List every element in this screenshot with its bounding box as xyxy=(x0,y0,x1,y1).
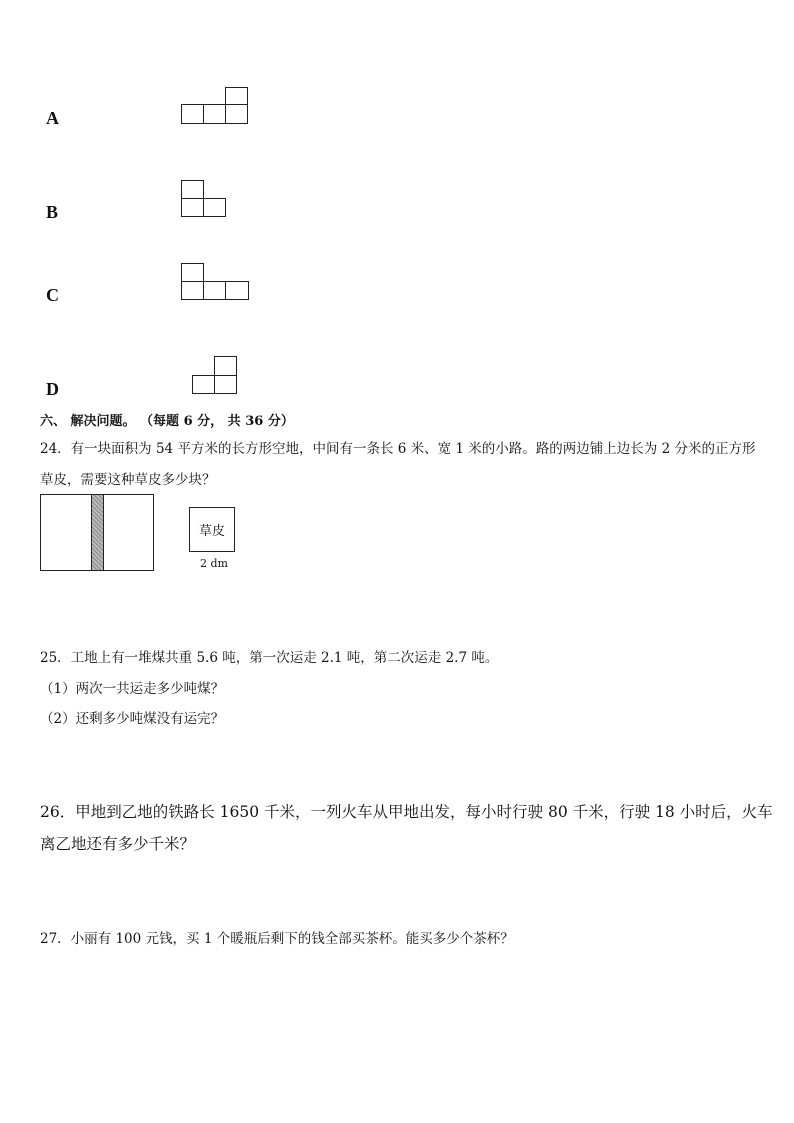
figure-square xyxy=(192,375,215,394)
grass-label: 草皮 xyxy=(198,524,225,539)
grass-dimension-label: 2 dm xyxy=(200,557,228,570)
figure-square xyxy=(225,87,248,105)
figure-square xyxy=(181,281,204,300)
figure-square xyxy=(203,104,226,124)
option-a-figure xyxy=(181,87,249,124)
option-b-label: B xyxy=(46,202,59,222)
section-heading: 六、 解决问题。 （每题 6 分， 共 36 分） xyxy=(40,414,294,429)
question-27-line-1: 27．小丽有 100 元钱，买 1 个暖瓶后剩下的钱全部买茶杯。能买多少个茶杯？ xyxy=(40,931,514,947)
question-25-line-1: 25．工地上有一堆煤共重 5.6 吨，第一次运走 2.1 吨，第二次运走 2.7 吨。 xyxy=(40,650,499,666)
question-24-line-2: 草皮，需要这种草皮多少块？ xyxy=(40,472,216,488)
rectangular-field-diagram xyxy=(40,494,154,571)
option-a-label: A xyxy=(46,108,59,128)
question-24-line-1: 24．有一块面积为 54 平方米的长方形空地，中间有一条长 6 米、宽 1 米的小路。路的两边铺上边长为 2 分米的正方形 xyxy=(40,441,756,457)
option-d-figure xyxy=(192,356,238,394)
question-26-line-1: 26．甲地到乙地的铁路长 1650 千米，一列火车从甲地出发，每小时行驶 80 千米，行驶 18 小时后，火车 xyxy=(40,803,773,821)
figure-square xyxy=(214,375,237,394)
path-strip xyxy=(91,495,104,570)
figure-square xyxy=(203,198,226,217)
figure-square xyxy=(181,180,204,199)
option-b-figure xyxy=(181,180,227,217)
figure-square xyxy=(214,356,237,376)
figure-square xyxy=(181,263,204,282)
option-c-label: C xyxy=(46,285,59,305)
figure-square xyxy=(225,104,248,124)
figure-square xyxy=(225,281,249,300)
option-c-figure xyxy=(181,263,250,300)
figure-square xyxy=(181,198,204,217)
grass-square-diagram xyxy=(189,507,235,552)
figure-square xyxy=(203,281,226,300)
question-26-line-2: 离乙地还有多少千米？ xyxy=(40,835,196,853)
option-d-label: D xyxy=(46,379,59,399)
figure-square xyxy=(181,104,204,124)
question-25-sub-2: （2）还剩多少吨煤没有运完？ xyxy=(40,711,225,727)
question-25-sub-1: （1）两次一共运走多少吨煤？ xyxy=(40,681,225,697)
